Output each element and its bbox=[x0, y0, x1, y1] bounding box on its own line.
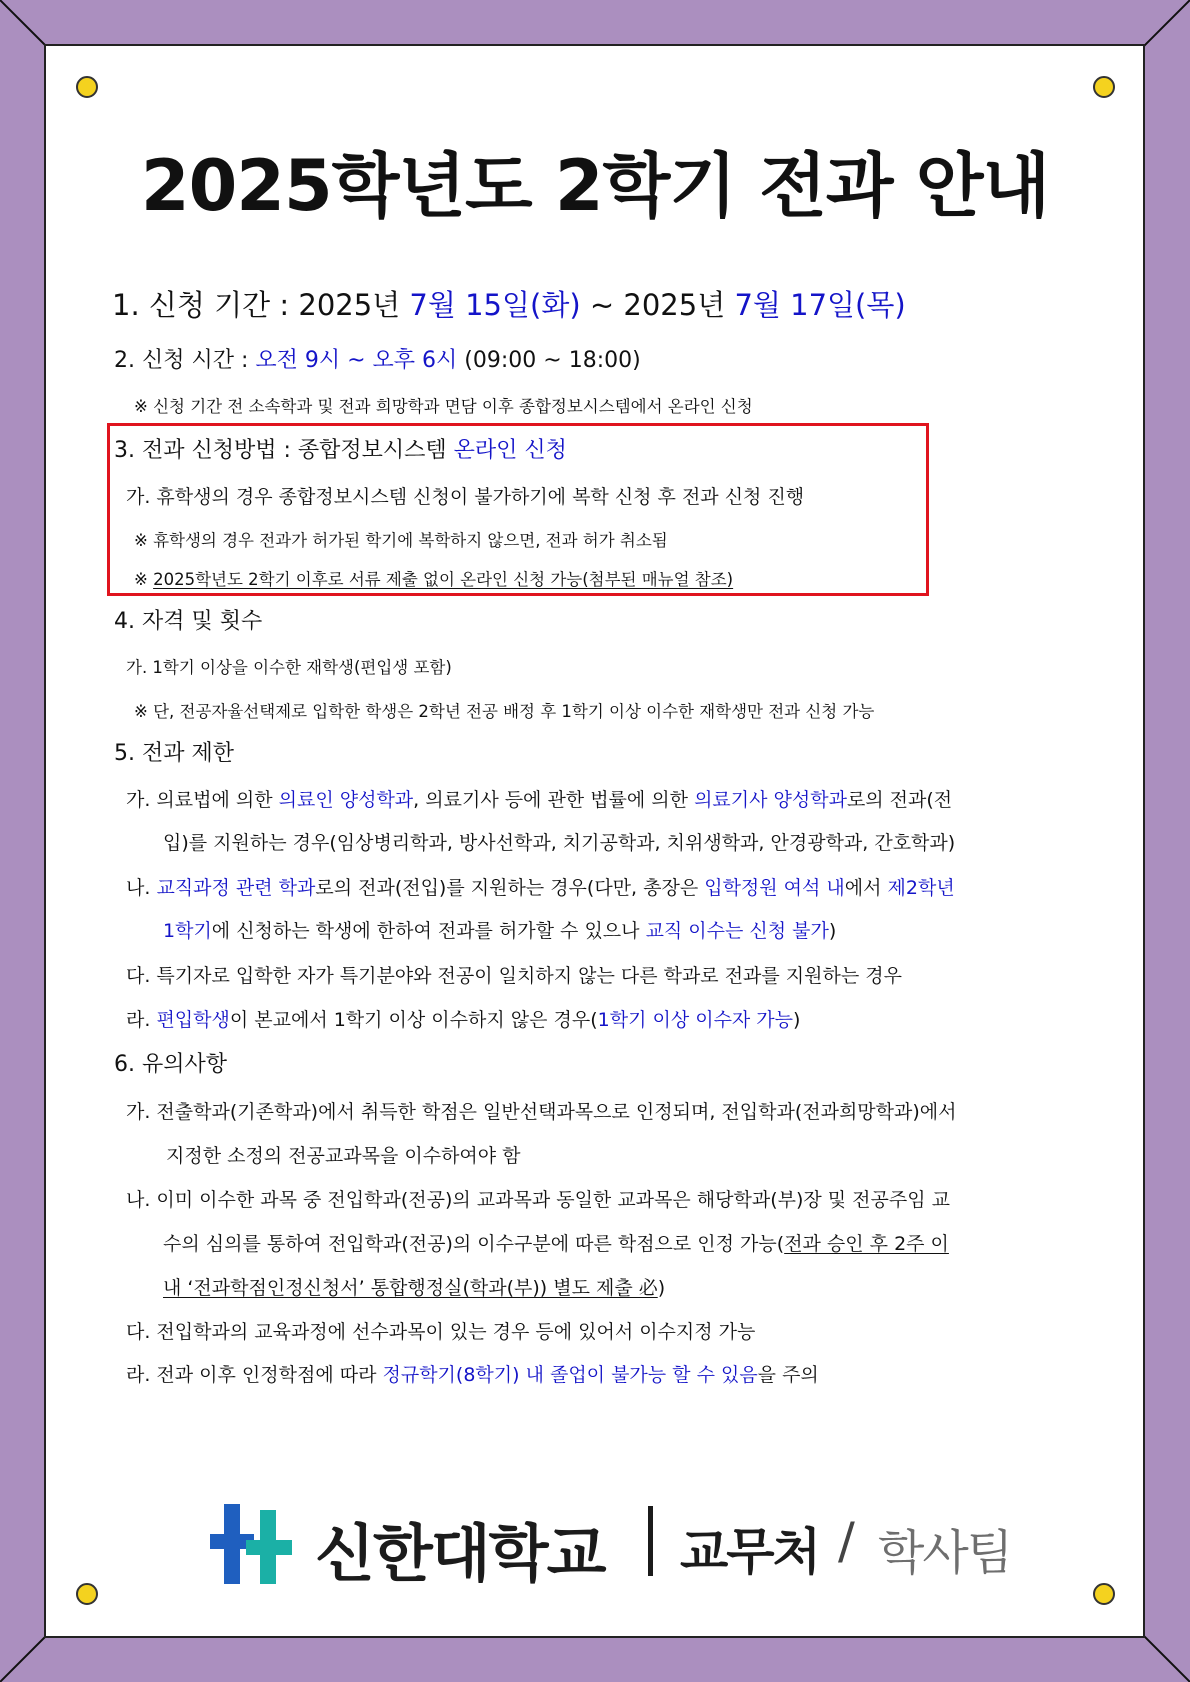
restriction-item-c: 다. 특기자로 입학한 자가 특기분야와 전공이 일치하지 않는 다른 학과로 전과를 지원하는 경우 bbox=[126, 965, 902, 987]
caution-item-b-cont: 수의 심의를 통하여 전입학과(전공)의 이수구분에 따른 학점으로 인정 가능(전과 승인 후 2주 이 bbox=[163, 1233, 949, 1255]
method-note-2: ※ 2025학년도 2학기 이후로 서류 제출 없이 온라인 신청 가능(첨부된 매뉴얼 참조) bbox=[134, 570, 734, 589]
eligibility-heading: 4. 자격 및 횟수 bbox=[114, 609, 263, 634]
caution-item-b: 나. 이미 이수한 과목 중 전입학과(전공)의 교과목과 동일한 교과목은 해당학과(부)장 및 전공주임 교 bbox=[126, 1189, 950, 1211]
caution-item-a-cont: 지정한 소정의 전공교과목을 이수하여야 함 bbox=[166, 1145, 521, 1167]
eligibility-item-a: 가. 1학기 이상을 이수한 재학생(편입생 포함) bbox=[126, 658, 452, 677]
caution-heading: 6. 유의사항 bbox=[114, 1052, 227, 1077]
pin-icon bbox=[76, 76, 98, 98]
page-title: 2025학년도 2학기 전과 안내 bbox=[140, 145, 1050, 227]
pin-icon bbox=[76, 1583, 98, 1605]
application-method: 3. 전과 신청방법 : 종합정보시스템 온라인 신청 bbox=[114, 438, 567, 463]
office-name: 교무처 bbox=[680, 1523, 819, 1581]
restriction-item-b: 나. 교직과정 관련 학과로의 전과(전입)를 지원하는 경우(다만, 총장은 입학정원 여석 내에서 제2학년 bbox=[126, 877, 955, 899]
caution-item-c: 다. 전입학과의 교육과정에 선수과목이 있는 경우 등에 있어서 이수지정 가능 bbox=[126, 1321, 756, 1343]
application-hours: 2. 신청 시간 : 오전 9시 ~ 오후 6시 (09:00 ~ 18:00) bbox=[114, 348, 641, 373]
restriction-item-a: 가. 의료법에 의한 의료인 양성학과, 의료기사 등에 관한 법률에 의한 의료기사 양성학과로의 전과(전 bbox=[126, 789, 953, 811]
caution-item-d: 라. 전과 이후 인정학점에 따라 정규학기(8학기) 내 졸업이 불가능 할 수 있음을 주의 bbox=[126, 1364, 819, 1386]
pin-icon bbox=[1093, 76, 1115, 98]
caution-item-b-cont2: 내 ‘전과학점인정신청서’ 통합행정실(학과(부)) 별도 제출 必) bbox=[163, 1277, 666, 1299]
restriction-item-d: 라. 편입학생이 본교에서 1학기 이상 이수하지 않은 경우(1학기 이상 이수자 가능) bbox=[126, 1009, 801, 1031]
restriction-item-a-cont: 입)를 지원하는 경우(임상병리학과, 방사선학과, 치기공학과, 치위생학과, 안경광학과, 간호학과) bbox=[163, 832, 956, 854]
slash: / bbox=[838, 1512, 855, 1570]
footer-logo bbox=[210, 1492, 1030, 1588]
university-name: 신한대학교 bbox=[315, 1517, 605, 1590]
method-note-1: ※ 휴학생의 경우 전과가 허가된 학기에 복학하지 않으면, 전과 허가 취소됨 bbox=[134, 531, 668, 550]
pin-icon bbox=[1093, 1583, 1115, 1605]
team-name: 학사팀 bbox=[878, 1525, 1012, 1581]
application-period: 1. 신청 기간 : 2025년 7월 15일(화) ~ 2025년 7월 17일(목) bbox=[112, 288, 906, 322]
divider bbox=[648, 1506, 653, 1576]
restriction-item-b-cont: 1학기에 신청하는 학생에 한하여 전과를 허가할 수 있으나 교직 이수는 신청 불가) bbox=[163, 920, 837, 942]
method-item-a: 가. 휴학생의 경우 종합정보시스템 신청이 불가하기에 복학 신청 후 전과 신청 진행 bbox=[126, 486, 805, 508]
eligibility-note: ※ 단, 전공자율선택제로 입학한 학생은 2학년 전공 배정 후 1학기 이상 이수한 재학생만 전과 신청 가능 bbox=[134, 702, 875, 721]
university-logo-icon bbox=[210, 1504, 294, 1584]
caution-item-a: 가. 전출학과(기존학과)에서 취득한 학점은 일반선택과목으로 인정되며, 전입학과(전과희망학과)에서 bbox=[126, 1101, 957, 1123]
hours-note: ※ 신청 기간 전 소속학과 및 전과 희망학과 면담 이후 종합정보시스템에서 온라인 신청 bbox=[134, 397, 753, 416]
restriction-heading: 5. 전과 제한 bbox=[114, 741, 234, 766]
